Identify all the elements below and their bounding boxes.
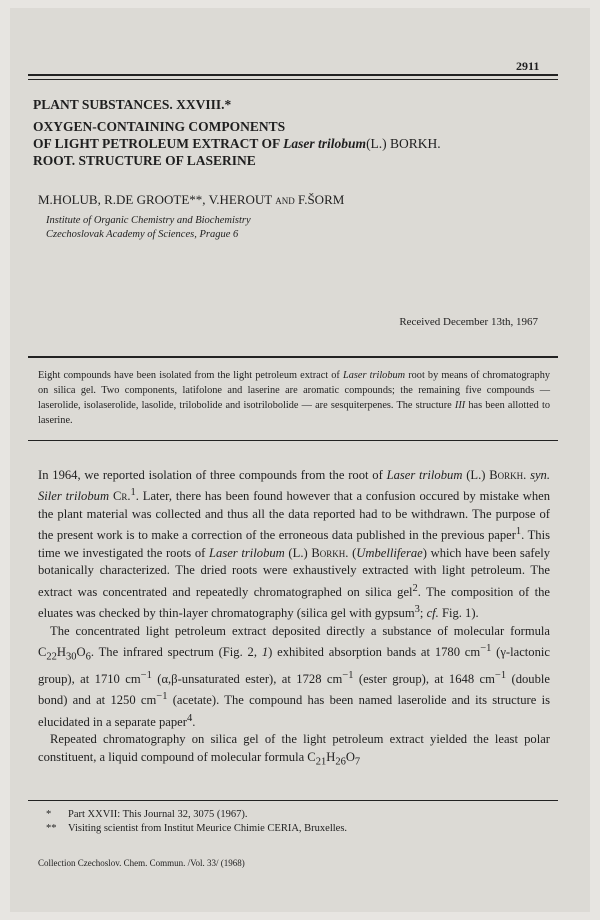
page-number: 2911 bbox=[516, 59, 540, 73]
footnotes bbox=[46, 808, 347, 836]
abstract-bottom-rule bbox=[28, 440, 558, 441]
header-rule bbox=[28, 74, 558, 76]
body-text bbox=[38, 467, 550, 771]
series-title: PLANT SUBSTANCES. XXVIII.* bbox=[33, 97, 232, 112]
title-line-4: ROOT. STRUCTURE OF LASERINE bbox=[33, 153, 256, 168]
title-line-3: OF LIGHT PETROLEUM EXTRACT OF Laser trilobum(L.) BORKH. bbox=[33, 136, 441, 151]
abstract: Eight compounds have been isolated from the light petroleum extract of Laser trilobum root by means of chromatography on silica gel. Two components, latifolone and laserine are aromatic compounds; the remaining five compounds — laserolide, isolaserolide, lasolide, trilobolide and isotrilobolide — are sesquiterpenes. The structure III has been allotted to laserine. bbox=[38, 370, 551, 426]
paragraph-2: The concentrated light petroleum extract deposited directly a substance of molecular formula $C_{22}H_{30}O_6$. The infrared spectrum (Fig. 2, 1) exhibited absorption bands at 1780 $cm^{-1}$ (γ-lactonic group), at 1710 $cm^{-1}$ (α,β-unsaturated ester), at 1728 $cm^{-1}$ (ester group), at 1648 $cm^{-1}$ (double bond) and at 1250 $cm^{-1}$ (acetate). The compound has been named laserolide and its structure is elucidated in a separate paper$^4$. bbox=[38, 624, 551, 729]
affiliation: Institute of Organic Chemistry and Biochemistry Czechoslovak Academy of Sciences, Prague 6 bbox=[46, 215, 251, 240]
journal-page bbox=[10, 8, 590, 912]
footnote-1: * Part XXVII: This Journal 32, 3075 (1967). bbox=[46, 809, 248, 820]
paragraph-3: Repeated chromatography on silica gel of the light petroleum extract yielded the least polar constituent, a liquid compound of molecular formula $C_{21}H_{26}O_7$ bbox=[38, 732, 550, 768]
footnote-2: ** Visiting scientist from Institut Meurice Chimie CERIA, Bruxelles. bbox=[46, 823, 348, 834]
footnote-rule bbox=[28, 800, 558, 801]
journal-citation: Collection Czechoslov. Chem. Commun. /Vol. 33/ (1968) bbox=[38, 858, 245, 868]
abstract-top-rule bbox=[28, 356, 558, 358]
author-list: M.HOLUB, R.DE GROOTE**, V.HEROUT and F.ŠORM bbox=[38, 192, 345, 207]
article-title bbox=[33, 96, 563, 169]
paragraph-1: In 1964, we reported isolation of three compounds from the root of Laser trilobum (L.) Borkh. syn. Siler trilobum Cr.$^1$. Later, there has been found however that a confusion occured by mistake when the plant material was collected and thus all the data reported had to be withdrawn. The purpose of the present work is to make a correction of the erroneous data published in the previous paper$^1$. This time we investigated the roots of Laser trilobum (L.) Borkh. (Umbelliferae) which have been safely botanically characterized. The dried roots were exhaustively extracted with light petroleum. The extract was concentrated and repeatedly chromatographed on silica gel$^2$. The composition of the eluates was checked by thin-layer chromatography (silica gel with gypsum$^3$; cf. Fig. 1). bbox=[38, 468, 551, 621]
header-rule-thin bbox=[28, 79, 558, 80]
received-date: Received December 13th, 1967 bbox=[399, 316, 538, 328]
title-line-2: OXYGEN-CONTAINING COMPONENTS bbox=[33, 119, 286, 134]
